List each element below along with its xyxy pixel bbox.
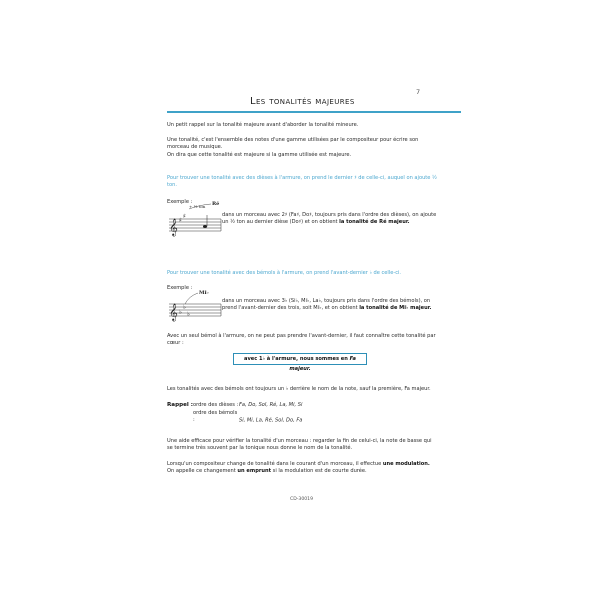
flat-arrow [185,293,198,304]
modulation-text-a: Lorsqu'un compositeur change de tonalité dans le courant d'un morceau, il effectue [167,461,383,467]
mib-annotation: Mi♭ [199,290,209,296]
emprunt-term: un emprunt [237,468,272,475]
sharps-staff-figure [167,199,225,239]
rappel-block [167,402,302,425]
intro-line-3: On dira que cette tonalité est majeure si la gamme utilisée est majeure. [167,152,352,158]
sharp-do-icon: ♯ [183,213,186,220]
sharp-fa-icon: ♯ [179,217,182,224]
tip-paragraph: Une aide efficace pour vérifier la tonalité d'un morceau : regarder la fin de celui-ci, la note de basse qui se termine très souvent par la tonique nous donne le nom de la tonalité. [167,438,432,452]
treble-clef-icon: 𝄞 [169,218,178,236]
page-number: 7 [416,88,421,96]
flat-mi-icon: ♭ [183,304,186,311]
modulation-paragraph [167,461,437,475]
intro-line-2: Une tonalité, c'est l'ensemble des notes d'une gamme utilisées par le compositeur pour écrire son morceau de musique. [167,137,419,151]
other-flats-note: Les tonalités avec des bémols ont toujours un ♭ derrière le nom de la note, sauf la première, Fa majeur. [167,386,431,392]
title-rule [167,111,461,113]
page-title: Les tonalités majeures [250,96,355,107]
note-head [203,225,207,228]
modulation-text-b: On appelle ce changement [167,468,238,475]
flats-example-text [222,298,444,312]
sharps-example-text-a: dans un morceau avec 2♯ (Fa♯, Do♯, toujours pris dans l'ordre des dièses), on ajoute un ½ ton au dernier dièse (Do♯) et on obtient [222,212,437,226]
half-tone-annotation: + ½ ton [189,204,206,209]
flats-example-result: la tonalité de Mi♭ majeur. [359,305,432,312]
rappel-flats-cat: ordre des bémols : [193,409,238,424]
footer-code: CD-30019 [290,497,314,502]
fa-majeur-box [233,353,367,372]
flats-rule: Pour trouver une tonalité avec des bémols à l'armure, on prend l'avant-dernier ♭ de celle-ci. [167,270,402,276]
rappel-sharps-cat: ordre des dièses : [193,402,239,408]
single-flat-note: Avec un seul bémol à l'armure, on ne peut pas prendre l'avant-dernier, il faut connaître cette tonalité par cœur : [167,333,436,347]
modulation-term: une modulation. [382,461,430,467]
sharps-example-result: la tonalité de Ré majeur. [339,219,410,226]
sharps-example-text [222,212,444,226]
sharps-rule: Pour trouver une tonalité avec des dièses à l'armure, on prend le dernier ♯ de celle-ci, auquel on ajoute ½ ton. [167,175,437,189]
box-text-b: Fa majeur. [289,356,356,372]
sharps-example-label: Exemple : [167,199,193,205]
rappel-flats-list: Si, Mi, La, Ré, Sol, Do, Fa [239,417,303,424]
flat-si-icon: ♭ [179,309,182,316]
flats-staff-figure [167,286,225,326]
rappel-flats-row [167,410,302,425]
flats-example-label: Exemple : [167,285,193,291]
modulation-text-c: si la modulation est de courte durée. [271,468,367,475]
re-annotation: Ré [212,201,220,207]
treble-clef-icon: 𝄞 [169,303,178,321]
rappel-sharps-row [167,402,302,410]
rappel-sharps-list: Fa, Do, Sol, Ré, La, Mi, Si [239,402,303,408]
flat-la-icon: ♭ [187,311,190,318]
rappel-label: Rappel : [167,402,193,408]
box-text-a: avec 1♭ à l'armure, nous sommes en [244,356,350,362]
flats-example-text-a: dans un morceau avec 3♭ (Si♭, Mi♭, La♭, toujours pris dans l'ordre des bémols), on prend l'avant-dernier des trois, soit Mi♭, et on obtient [222,298,431,312]
intro-line-1: Un petit rappel sur la tonalité majeure avant d'aborder la tonalité mineure. [167,122,359,128]
